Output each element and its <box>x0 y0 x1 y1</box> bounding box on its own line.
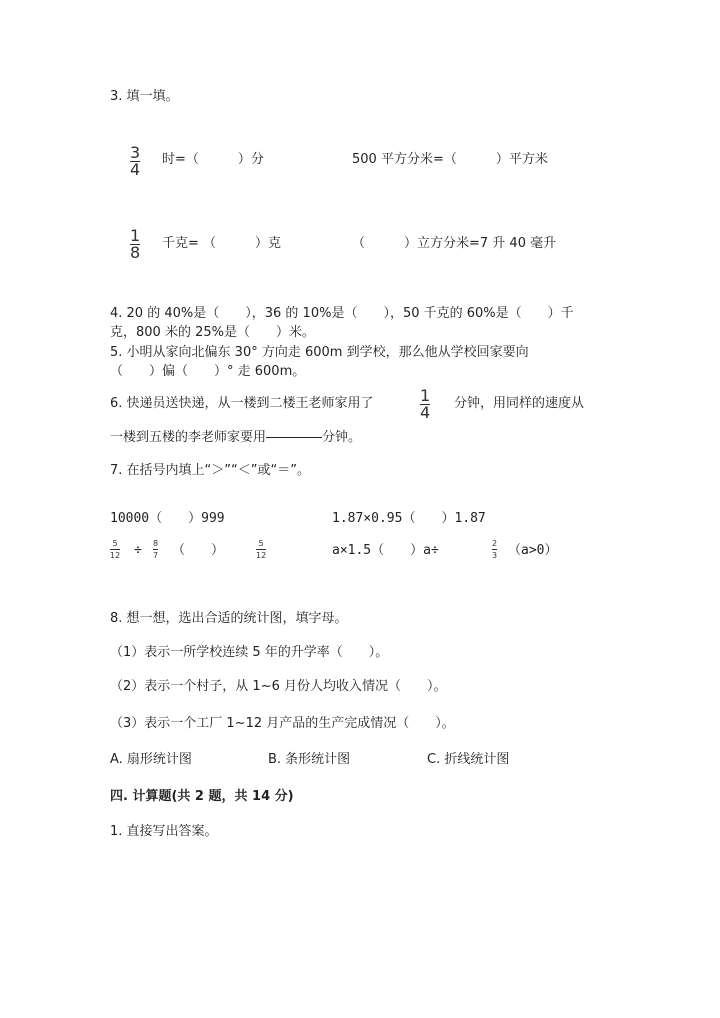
q8-item-3: （3）表示一个工厂 1~12 月产品的生产完成情况（ ）。 <box>110 716 455 731</box>
q5-line2: （ ）偏（ ）° 走 600m。 <box>110 364 306 379</box>
q8-option-a: A. 扇形统计图 <box>110 752 192 767</box>
section-4-title: 四. 计算题(共 2 题，共 14 分) <box>110 789 294 804</box>
q6-line1-b: 分钟，用同样的速度从 <box>454 396 585 411</box>
q7-compare-1-right: 1.87×0.95（ ）1.87 <box>332 511 486 526</box>
q7-frac-b <box>153 539 158 560</box>
q6-answer-blank[interactable] <box>266 437 322 438</box>
q3-row1-right-text: 500 平方分米=（ ）平方米 <box>352 152 548 167</box>
q7-compare-1-left: 10000（ ）999 <box>110 511 225 526</box>
q6-fraction <box>420 386 431 422</box>
q3-row2-right-text: （ ）立方分米=7 升 40 毫升 <box>352 236 557 251</box>
q7-frac-a <box>110 539 120 560</box>
q3-row1-left-text: 时=（ ）分 <box>162 152 264 167</box>
q5-line1: 5. 小明从家向北偏东 30° 方向走 600m 到学校，那么他从学校回家要向 <box>110 345 529 360</box>
q7-frac-c <box>256 539 266 560</box>
q8-option-c: C. 折线统计图 <box>427 752 510 767</box>
q3-row2-left-text: 千克= （ ）克 <box>162 236 282 251</box>
q7-divide-sign: ÷ <box>134 543 142 558</box>
q6-denominator: 4 <box>420 403 431 422</box>
q7-compare-2-condition: （a>0） <box>508 543 558 558</box>
q8-item-2: （2）表示一个村子，从 1~6 月份人均收入情况（ ）。 <box>110 679 447 694</box>
q6-numerator: 1 <box>420 386 431 405</box>
q7-compare-2-paren: （ ） <box>172 543 225 558</box>
q8-item-1: （1）表示一所学校连续 5 年的升学率（ ）。 <box>110 645 389 660</box>
q7-compare-2-right-a: a×1.5（ ）a÷ <box>332 543 439 558</box>
q7-frac-c-den: 12 <box>256 551 267 560</box>
q3-row1-fraction <box>130 143 141 179</box>
q3-row2-denominator: 8 <box>130 243 141 262</box>
q7-frac-d <box>492 539 497 560</box>
q6-line2 <box>110 430 361 446</box>
q6-line1-a: 6. 快递员送快递，从一楼到二楼王老师家用了 <box>110 396 374 411</box>
q7-frac-a-den: 12 <box>110 551 121 560</box>
q7-frac-b-den: 7 <box>153 551 159 560</box>
q7-frac-d-num: 2 <box>492 539 498 548</box>
q7-frac-b-num: 8 <box>153 539 159 548</box>
q6-line2-b: 分钟。 <box>322 430 362 445</box>
q7-title: 7. 在括号内填上“＞”“＜”或“＝”。 <box>110 463 310 478</box>
q3-row2-numerator: 1 <box>130 226 141 245</box>
q7-frac-c-num: 5 <box>258 539 264 548</box>
q8-title: 8. 想一想，选出合适的统计图，填字母。 <box>110 611 348 626</box>
q4-line1: 4. 20 的 40%是（ ），36 的 10%是（ ），50 千克的 60%是（ ）千 <box>110 306 574 321</box>
q3-row1-numerator: 3 <box>130 143 141 162</box>
q8-option-b: B. 条形统计图 <box>268 752 351 767</box>
section-4-q1: 1. 直接写出答案。 <box>110 824 218 839</box>
q6-line2-a: 一楼到五楼的李老师家要用 <box>110 430 267 445</box>
q7-frac-d-den: 3 <box>492 551 498 560</box>
q7-frac-a-num: 5 <box>112 539 118 548</box>
q3-title: 3. 填一填。 <box>110 89 179 104</box>
q4-line2: 克，800 米的 25%是（ ）米。 <box>110 325 315 340</box>
q3-row1-denominator: 4 <box>130 160 141 179</box>
q3-row2-fraction <box>130 226 141 262</box>
